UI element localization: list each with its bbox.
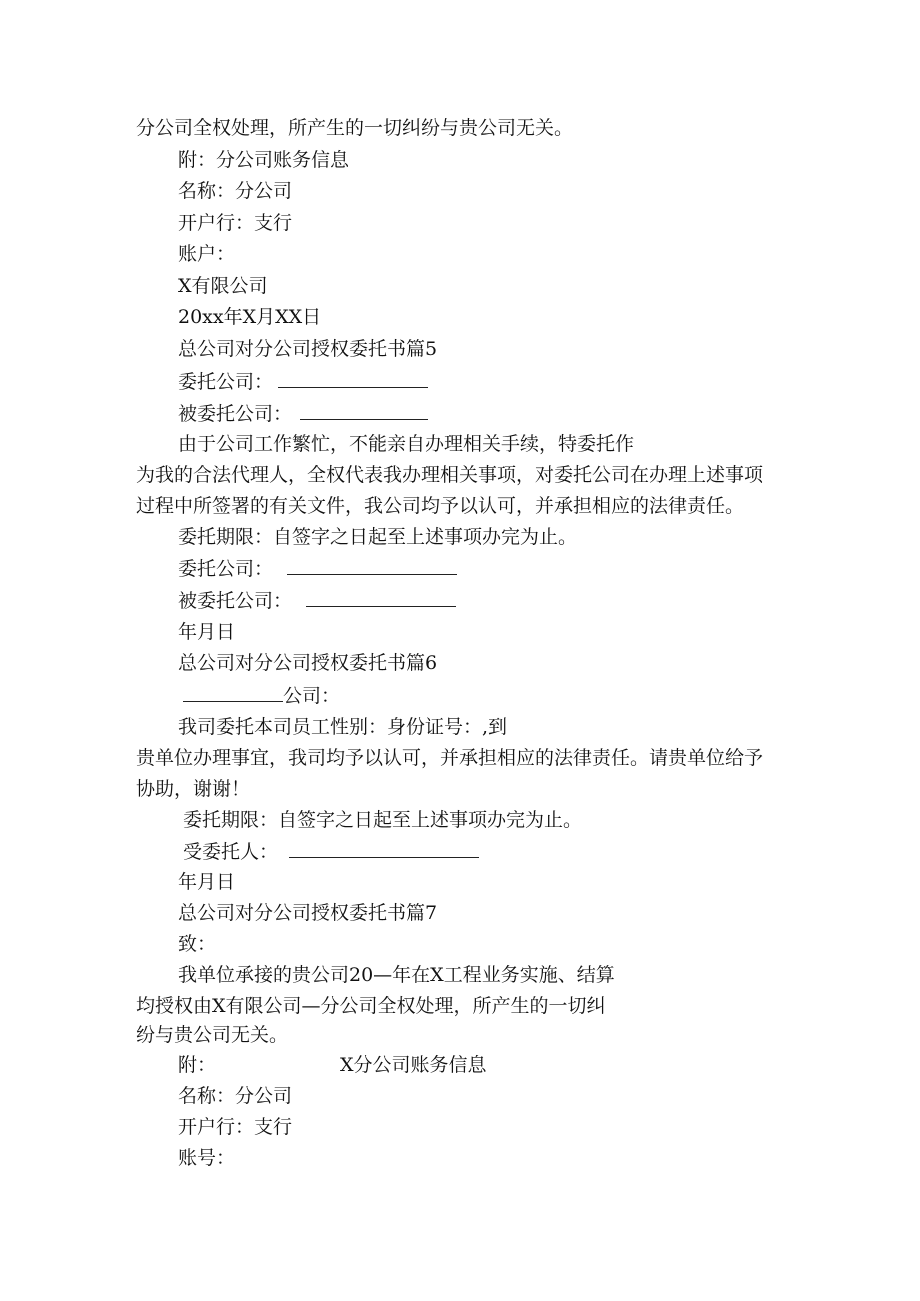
account-name: 名称：分公司 [178, 180, 293, 202]
attachment-heading: 附：分公司账务信息 [178, 149, 350, 171]
entrusted-company-row [178, 401, 428, 426]
trustee-blank[interactable] [289, 839, 479, 858]
text-line: 均授权由X有限公司—分公司全权处理，所产生的一切纠 [136, 995, 606, 1017]
addressee-label: 公司： [283, 685, 341, 707]
entrusted-company-row [178, 588, 456, 613]
entrusting-company-blank[interactable] [278, 369, 428, 388]
account-name: 名称：分公司 [178, 1085, 293, 1107]
section-title-6: 总公司对分公司授权委托书篇6 [178, 652, 438, 674]
account-bank: 开户行：支行 [178, 212, 293, 234]
text-line: 分公司全权处理，所产生的一切纠纷与贵公司无关。 [136, 117, 574, 139]
text-line: 贵单位办理事宜，我司均予以认可，并承担相应的法律责任。请贵单位给予 [136, 747, 764, 769]
company-signature: X有限公司 [178, 275, 268, 297]
account-number: 账户： [178, 243, 236, 265]
trustee-row [183, 839, 479, 864]
account-number: 账号： [178, 1147, 236, 1169]
text-line: 过程中所签署的有关文件，我公司均予以认可，并承担相应的法律责任。 [136, 495, 745, 517]
trustee-label: 受委托人： [183, 841, 279, 863]
entrusting-company-row [178, 369, 428, 394]
text-line: 由于公司工作繁忙，不能亲自办理相关手续，特委托作 [178, 433, 635, 455]
entrusting-company-blank[interactable] [287, 556, 457, 575]
attachment-heading-title: X分公司账务信息 [340, 1054, 487, 1076]
entrusted-company-blank[interactable] [306, 588, 456, 607]
text-line: 为我的合法代理人，全权代表我办理相关事项，对委托公司在办理上述事项 [136, 464, 764, 486]
attachment-heading-label: 附： [178, 1054, 217, 1076]
date-line: 20xx年X月XX日 [178, 306, 322, 328]
account-bank: 开户行：支行 [178, 1116, 293, 1138]
entrust-period: 委托期限：自签字之日起至上述事项办完为止。 [183, 809, 583, 831]
date-line: 年月日 [178, 871, 236, 893]
entrusting-company-label: 委托公司： [178, 371, 274, 393]
addressee-blank[interactable] [183, 683, 283, 702]
section-title-7: 总公司对分公司授权委托书篇7 [178, 902, 438, 924]
entrust-period: 委托期限：自签字之日起至上述事项办完为止。 [178, 526, 578, 548]
text-line: 我单位承接的贵公司20—年在X工程业务实施、结算 [178, 964, 615, 986]
section-title-5: 总公司对分公司授权委托书篇5 [178, 338, 438, 360]
salutation: 致： [178, 933, 217, 955]
entrusted-company-label: 被委托公司： [178, 590, 293, 612]
text-line: 纷与贵公司无关。 [136, 1024, 289, 1046]
entrusting-company-row [178, 556, 457, 581]
text-line: 我司委托本司员工性别：身份证号：,到 [178, 716, 508, 738]
date-line: 年月日 [178, 621, 236, 643]
text-line: 协助，谢谢！ [136, 778, 251, 800]
entrusted-company-label: 被委托公司： [178, 403, 293, 425]
addressee-row [183, 683, 340, 708]
entrusted-company-blank[interactable] [300, 401, 428, 420]
entrusting-company-label: 委托公司： [178, 558, 274, 580]
